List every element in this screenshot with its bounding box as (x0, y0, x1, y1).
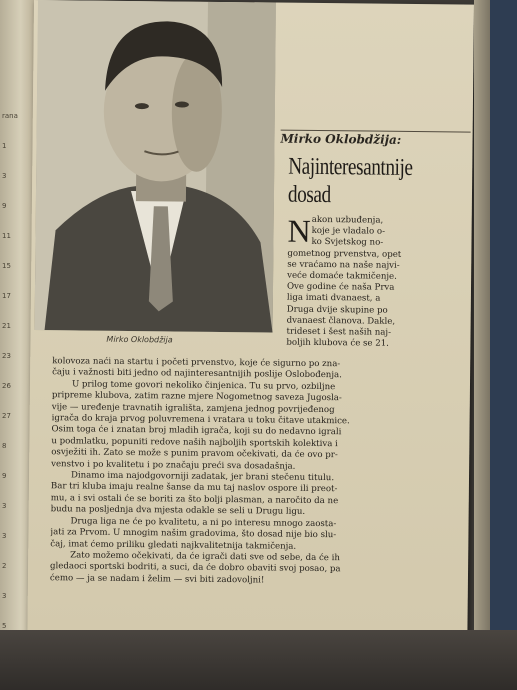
spine-number: 3 (2, 532, 7, 540)
spine-number: 2 (2, 562, 7, 570)
spine-number: 27 (2, 412, 11, 420)
spine-number: 5 (2, 622, 7, 630)
spine-number: 23 (2, 352, 11, 360)
title-line-1: Najinteresantnije (288, 153, 413, 181)
spine-number: 3 (2, 172, 7, 180)
body-line: Osim toga će i znatan broj mladih igrača, koji su do nedavno igrali (51, 424, 342, 438)
column-line: veće domaće takmičenje. (287, 270, 397, 282)
spine-number: 21 (2, 322, 11, 330)
column-line: ko Svjetskog no- (311, 237, 384, 249)
article-byline: Mirko Oklobdžija: (280, 130, 470, 148)
column-line: gometnog prvenstva, opet (287, 248, 402, 260)
body-line: Druga liga ne će po kvalitetu, a ni po interesu mnogo zaosta- (70, 516, 337, 529)
body-line: Bar tri kluba imaju realne šanse da mu taj naslov ospore ili preot- (50, 481, 338, 495)
spine-number: 26 (2, 382, 11, 390)
body-line: čaju i važnosti biti jedno od najinteresantnijih poslije Oslobođenja. (52, 367, 342, 381)
spine-number: 15 (2, 262, 11, 270)
spine-number: 1 (2, 142, 7, 150)
body-line: mu, a i svi ostali će se boriti za što bolji plasman, a naročito da ne (50, 493, 339, 507)
article-body-text (50, 356, 466, 588)
body-line: osvježiti ih. Zato se može s punim pravom očekivati, da će ovo pr- (51, 447, 338, 461)
page-edge-shadow (474, 0, 490, 636)
column-line: akon uzbuđenja, (311, 214, 384, 226)
background-surface (490, 0, 517, 690)
body-line: U prilog tome govori nekoliko činjenica. Tu su prvo, ozbiljne (71, 379, 336, 392)
body-line: igrača do kraja prvog poluvremena i vratara u toku čitave utakmice. (51, 413, 350, 427)
spine-number: 9 (2, 472, 7, 480)
body-line: budu na posljednja dva mjesta odakle se seli u Drugu ligu. (50, 504, 306, 518)
drop-cap: N (287, 212, 311, 249)
column-line: se vraćamo na naše najvi- (287, 259, 400, 271)
body-line: Zato možemo očekivati, da će igrači dati sve od sebe, da će ih (70, 550, 340, 564)
body-line: vije — uređenje travnatih igrališta, zamjena jednog povrijeđenog (51, 401, 335, 415)
body-line: venstvo i po kvalitetu i po značaju preći sva dosadašnja. (51, 458, 296, 472)
spine-number: 11 (2, 232, 11, 240)
body-line: čaj, imat ćemo priliku gledati najkvalitetnija takmičenja. (50, 538, 297, 552)
column-line: Ove godine će naša Prva (286, 281, 395, 294)
column-line: trideset i šest naših naj- (286, 326, 392, 338)
column-line: boljih klubova će se 21. (286, 337, 389, 349)
body-line: pripreme klubova, zatim razne mjere Nogometnog saveza Jugosla- (51, 390, 342, 404)
body-line: kolovoza naći na startu i početi prvenstvo, koje će sigurno po zna- (52, 356, 341, 370)
column-line: Druga dvije skupine po (286, 304, 388, 316)
portrait-photo (35, 0, 276, 332)
photo-caption: Mirko Oklobdžija (106, 334, 173, 345)
body-line: jati za Prvom. U mnogim našim gradovima, što dosad nije bio slu- (50, 527, 337, 541)
body-line: ćemo — ja se nadam i želim — svi biti zadovoljni! (49, 572, 265, 586)
column-line: koje je vladalo o- (311, 226, 386, 237)
body-line: u podmlatku, popuniti redove naših najboljih sportskih kolektiva i (51, 436, 338, 450)
spine-number: 3 (2, 592, 7, 600)
body-line: gledaoci sportski bodriti, a suci, da će dobro obaviti svoj posao, pa (50, 561, 341, 575)
magazine-page (27, 0, 474, 637)
table-surface (0, 630, 517, 690)
spine-number: 8 (2, 442, 7, 450)
column-line: dvanaest članova. Dakle, (286, 315, 396, 327)
article-title (288, 153, 433, 211)
body-line: Dinamo ima najodgovorniji zadatak, jer brani stečenu titulu. (70, 470, 335, 484)
spine-number: 3 (2, 502, 7, 510)
spine-number: 9 (2, 202, 7, 210)
column-line: liga imati dvanaest, a (286, 293, 381, 305)
spine-number: rana (2, 112, 18, 120)
spine-number: 17 (2, 292, 11, 300)
article-column-text (286, 212, 467, 351)
title-line-2: dosad (287, 181, 331, 209)
